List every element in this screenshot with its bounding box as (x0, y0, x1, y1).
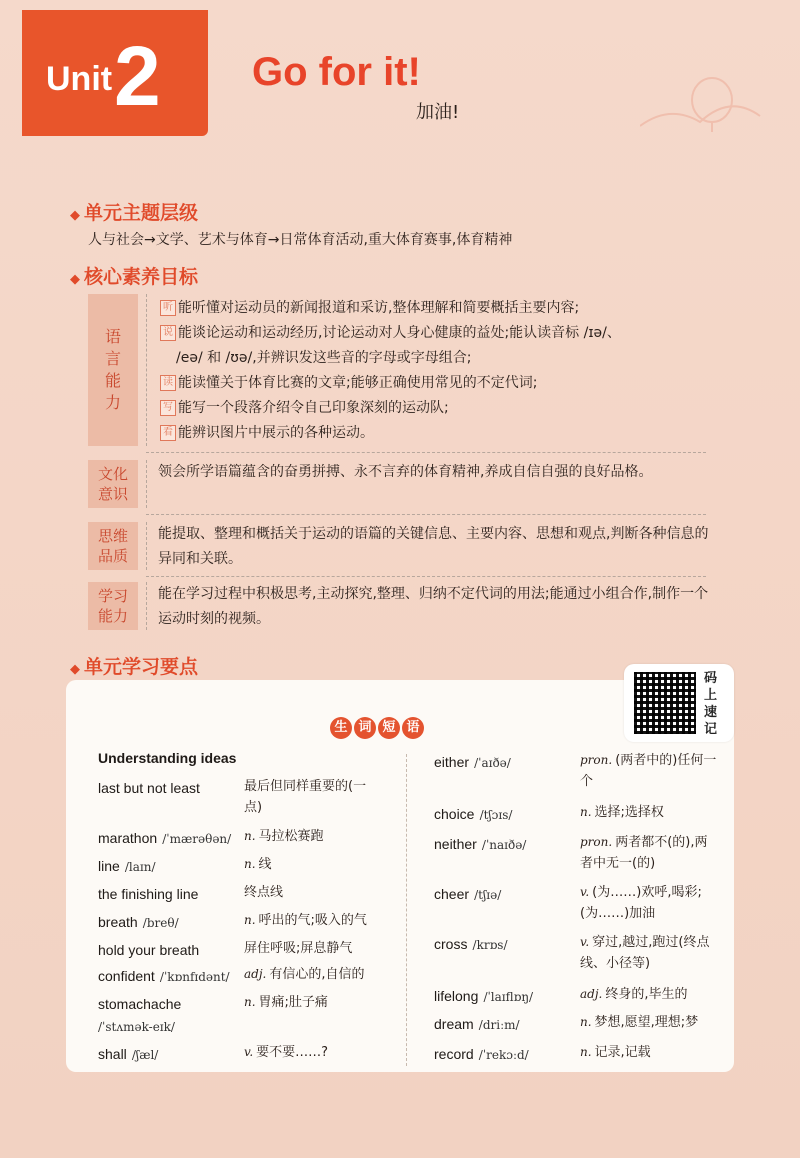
vocab-meaning: n. 选择;选择权 (580, 805, 664, 820)
language-line: 写 能写一个段落介绍令自己印象深刻的运动队; (160, 396, 449, 420)
vocab-meaning: n. 马拉松赛跑 (244, 829, 324, 844)
section-goals-title: ◆ 核心素养目标 (70, 266, 199, 288)
page-title: Go for it! (252, 50, 421, 94)
divider (146, 514, 706, 515)
vocab-meaning: pron. (两者中的)任何一个 (580, 753, 717, 789)
vocab-meaning: v. 穿过,越过,跑过(终点线、小径等) (580, 935, 710, 971)
vocab-item: confident /ˈkɒnfɪdənt/ (98, 968, 230, 984)
culture-tag: 文化意识 (88, 460, 138, 508)
listen-icon: 听 (160, 300, 176, 316)
theme-text: 人与社会→文学、艺术与体育→日常体育活动,重大体育赛事,体育精神 (88, 232, 513, 248)
vocab-meaning: adj. 有信心的,自信的 (244, 967, 365, 982)
culture-text: 领会所学语篇蕴含的奋勇拼搏、永不言弃的体育精神,养成自信自强的良好品格。 (158, 464, 653, 480)
vocab-item: cross /krɒs/ (434, 936, 508, 952)
speak-icon: 说 (160, 325, 176, 341)
vocab-heading: Understanding ideas (98, 750, 237, 766)
vocab-meaning: n. 呼出的气;吸入的气 (244, 913, 367, 928)
learning-tag: 学习能力 (88, 582, 138, 630)
vocab-item: shall /ʃæl/ (98, 1046, 159, 1062)
vocab-item: lifelong /ˈlaɪflɒŋ/ (434, 988, 534, 1004)
vocab-meaning: adj. 终身的,毕生的 (580, 987, 688, 1002)
divider (406, 754, 407, 1066)
vocab-item: record /ˈrekɔːd/ (434, 1046, 529, 1062)
section-points-title: ◆ 单元学习要点 (70, 656, 199, 678)
vocab-meaning: n. 梦想,愿望,理想;梦 (580, 1015, 699, 1030)
unit-badge (22, 10, 208, 136)
language-line: 读 能读懂关于体育比赛的文章;能够正确使用常见的不定代词; (160, 371, 537, 395)
vocab-meaning: 屏住呼吸;屏息静气 (244, 941, 353, 956)
vocab-item: cheer /tʃɪə/ (434, 886, 502, 902)
vocab-item: either /ˈaɪðə/ (434, 754, 511, 770)
diamond-icon: ◆ (70, 272, 80, 287)
vocab-meaning: v. (为……)欢呼,喝彩;(为……)加油 (580, 885, 702, 921)
unit-word: Unit (46, 60, 113, 98)
write-icon: 写 (160, 400, 176, 416)
unit-number: 2 (114, 29, 161, 123)
language-line: 听 能听懂对运动员的新闻报道和采访,整体理解和简要概括主要内容; (160, 296, 579, 320)
qr-code-icon[interactable] (634, 672, 696, 734)
vocab-item: neither /ˈnaɪðə/ (434, 836, 527, 852)
qr-label: 码上速记 (704, 671, 718, 737)
vocab-meaning: v. 要不要……? (244, 1045, 329, 1060)
vocab-item: last but not least (98, 780, 200, 796)
language-line: /eə/ 和 /ʊə/,并辨识发这些音的字母或字母组合; (176, 350, 472, 366)
view-icon: 看 (160, 425, 176, 441)
vocab-banner (330, 716, 426, 742)
vocab-item: line /laɪn/ (98, 858, 156, 874)
vocab-item: choice /tʃɔɪs/ (434, 806, 513, 822)
divider (146, 576, 706, 577)
divider (146, 460, 147, 508)
language-line: 看 能辨识图片中展示的各种运动。 (160, 421, 374, 445)
vocab-item: the finishing line (98, 886, 199, 902)
page-subtitle: 加油! (416, 102, 460, 123)
vocab-item: stomachache (98, 996, 182, 1012)
section-theme-title: ◆ 单元主题层级 (70, 202, 199, 224)
vocab-item: marathon /ˈmærəθən/ (98, 830, 232, 846)
divider (146, 522, 147, 570)
vocab-phonetic: /ˈstʌmək-eɪk/ (98, 1020, 175, 1034)
language-ability-tag: 语言能力 (88, 294, 138, 446)
diamond-icon: ◆ (70, 662, 80, 677)
vocab-meaning: 终点线 (244, 885, 284, 900)
read-icon: 读 (160, 375, 176, 391)
divider (146, 452, 706, 453)
banner-char: 语 (402, 717, 424, 739)
vocab-meaning: 最后但同样重要的(一点) (244, 779, 367, 815)
thinking-text: 能提取、整理和概括关于运动的语篇的关键信息、主要内容、思想和观点,判断各种信息的异同和关联。 (158, 526, 709, 567)
thinking-tag: 思维品质 (88, 522, 138, 570)
vocab-item: dream /driːm/ (434, 1016, 520, 1032)
banner-char: 词 (354, 717, 376, 739)
vocab-meaning: n. 记录,记载 (580, 1045, 651, 1060)
diamond-icon: ◆ (70, 208, 80, 223)
tree-decoration-icon (640, 64, 780, 134)
vocab-meaning: n. 胃痛;肚子痛 (244, 995, 328, 1010)
vocab-item: breath /breθ/ (98, 914, 179, 930)
banner-char: 生 (330, 717, 352, 739)
qr-card[interactable] (624, 664, 734, 742)
banner-char: 短 (378, 717, 400, 739)
language-line: 说 能谈论运动和运动经历,讨论运动对人身心健康的益处;能认读音标 /ɪə/、 (160, 321, 621, 345)
learning-text: 能在学习过程中积极思考,主动探究,整理、归纳不定代词的用法;能通过小组合作,制作一个运动时刻的视频。 (158, 586, 709, 627)
vocab-item: hold your breath (98, 942, 200, 958)
divider (146, 294, 147, 446)
vocab-meaning: n. 线 (244, 857, 272, 872)
divider (146, 582, 147, 630)
vocab-meaning: pron. 两者都不(的),两者中无一(的) (580, 835, 708, 871)
